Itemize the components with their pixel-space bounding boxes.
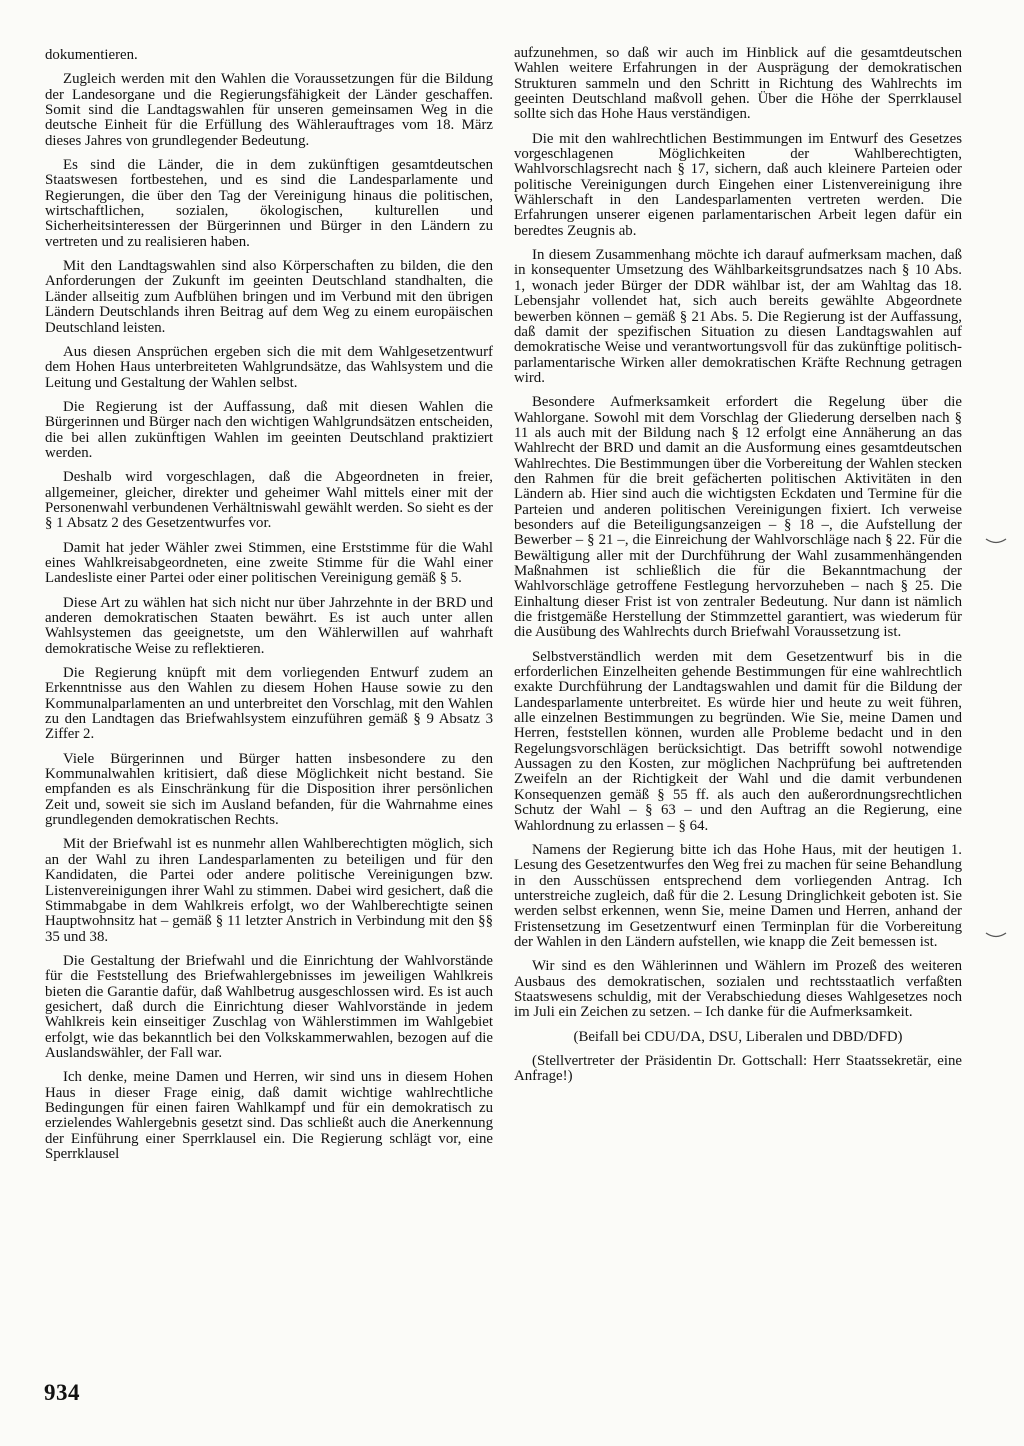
paragraph: Mit der Briefwahl ist es nunmehr allen Wahlberechtigten möglich, sich an der Wahl zu ihren Landesparlamenten zu beteiligen und für den Kandidaten, die Partei oder andere politische Vereinigungen bzw. Listenvereinigungen ihrer Wahl zu stimmen. Dabei wird gesichert, daß die Stimmabgabe in dem Wahlkreis erfolgt, wo der Wahlberechtigte seinen Hauptwohnsitz hat – gemäß § 11 letzter Anstrich in Verbindung mit den §§ 35 und 38.: [45, 836, 493, 945]
paragraph: In diesem Zusammenhang möchte ich darauf aufmerksam machen, daß in konsequenter Umsetzung des Wählbarkeitsgrundsatzes nach § 10 Abs. 1, wonach jeder Bürger der DDR wählbar ist, der am Wahltag das 18. Lebensjahr vollendet hat, sich auch bereits gewählte Abgeordnete bewerben können – gemäß § 21 Abs. 5. Die Regierung ist der Auffassung, daß damit der spezifischen Situation zu diesen Landtagswahlen auf demokratische Weise und verantwortungsvoll für das zukünftige politisch-parlamentarische Wirken aller demokratischen Kräfte Rechnung getragen wird.: [514, 247, 962, 386]
paragraph: Ich denke, meine Damen und Herren, wir sind uns in diesem Hohen Haus in dieser Frage einig, daß damit wichtige wahlrechtliche Bedingungen für einen fairen Wahlkampf und für ein demokratisch zu erzielendes Wahlergebnis gesetzt sind. Das schließt auch die Anerkennung der Einführung einer Sperrklausel ein. Die Regierung schlägt vor, eine Sperrklausel: [45, 1069, 493, 1162]
left-column: [45, 48, 493, 1171]
paragraph: Es sind die Länder, die in dem zukünftigen gesamtdeutschen Staatswesen fortbestehen, und es sind die Landesparlamente und Regierungen, die über den Tag der Vereinigung hinaus die politischen, wirtschaftlichen, sozialen, ökologischen, kulturellen und Sicherheitsinteressen der Bürgerinnen und Bürger in den Ländern zu vertreten und zu realisieren haben.: [45, 157, 493, 250]
paragraph: Damit hat jeder Wähler zwei Stimmen, eine Erststimme für die Wahl eines Wahlkreisabgeordneten, eine zweite Stimme für die Wahl einer Landesliste einer Partei oder einer politischen Vereinigung gemäß § 5.: [45, 539, 493, 587]
paragraph: Die mit den wahlrechtlichen Bestimmungen im Entwurf des Gesetzes vorgeschlagenen Möglichkeiten der Wahlberechtigten, Wahlvorschlagsrecht nach § 17, sichern, daß auch kleinere Parteien oder politische Vereinigungen durch Eingehen einer Listenvereinigung ihre Wählerschaft in den Landesparlamenten vertreten werden. Die Erfahrungen unserer eigenen parlamentarischen Arbeit legen dafür ein beredtes Zeugnis ab.: [514, 130, 962, 239]
paragraph: Diese Art zu wählen hat sich nicht nur über Jahrzehnte in der BRD und anderen demokratischen Staaten bewährt. Es ist auch unter allen Wahlsystemen das geeignetste, um den Wählerwillen auf wahrhaft demokratische Weise zu reflektieren.: [45, 594, 493, 657]
paragraph: aufzunehmen, so daß wir auch im Hinblick auf die gesamtdeutschen Wahlen weitere Erfahrungen in der Ausprägung der demokratischen Strukturen sammeln und den Schritt in Richtung des Wahlrechts im geeinten Deutschland maßvoll gehen. Über die Höhe der Sperrklausel sollte sich das Hohe Haus verständigen.: [514, 45, 962, 123]
page-number: 934: [44, 1380, 80, 1405]
paragraph: Zugleich werden mit den Wahlen die Voraussetzungen für die Bildung der Landesorgane und die Regierungsfähigkeit der Länder geschaffen. Somit sind die Landtagswahlen für unseren gemeinsamen Weg in die deutsche Einheit für die Erfüllung des Wählerauftrages vom 18. März dieses Jahres von grundlegender Bedeutung.: [45, 71, 493, 149]
interjection-note: (Stellvertreter der Präsidentin Dr. Gottschall: Herr Staatssekretär, eine Anfrage!): [514, 1052, 962, 1085]
paragraph: Die Regierung knüpft mit dem vorliegenden Entwurf zudem an Erkenntnisse aus den Wahlen zu diesem Hohen Hause sowie zu den Kommunalparlamenten an und unterbreitet den Vorschlag, mit den Wahlen zu den Landtagen das Briefwahlsystem einzuführen gemäß § 9 Absatz 3 Ziffer 2.: [45, 665, 493, 743]
paragraph: Viele Bürgerinnen und Bürger hatten insbesondere zu den Kommunalwahlen kritisiert, daß diese Möglichkeit nicht bestand. Sie empfanden es als Einschränkung für die Disposition ihrer persönlichen Zeit und, soweit sie sich im Ausland befanden, für die Wahrnahme eines grundlegenden demokratischen Rechts.: [45, 750, 493, 829]
paragraph: Die Gestaltung der Briefwahl und die Einrichtung der Wahlvorstände für die Feststellung des Briefwahlergebnisses im jeweiligen Wahlkreis bieten die Garantie dafür, daß Wahlbetrug ausgeschlossen wird. Es ist auch gesichert, daß durch die Einrichtung dieser Wahlvorstände in jedem Wahlkreis kein einseitiger Zuschlag von Wählerstimmen im Wahlgebiet erfolgt, wie das bekanntlich bei den Volkskammerwahlen, bezogen auf die Auslandswähler, der Fall war.: [45, 952, 493, 1061]
paragraph: Aus diesen Ansprüchen ergeben sich die mit dem Wahlgesetzentwurf dem Hohen Haus unterbreiteten Wahlgrundsätze, das Wahlsystem und die Leitung und Gestaltung der Wahlen selbst.: [45, 343, 493, 391]
paragraph: Deshalb wird vorgeschlagen, daß die Abgeordneten in freier, allgemeiner, gleicher, direkter und geheimer Wahl mittels einer mit der Personenwahl verbundenen Verhältniswahl gewählt werden. So sieht es der § 1 Absatz 2 des Gesetzentwurfes vor.: [45, 469, 493, 532]
paragraph: Mit den Landtagswahlen sind also Körperschaften zu bilden, die den Anforderungen der Zukunft im geeinten Deutschland standhalten, die Länder allseitig zum Aufblühen bringen und im Verbund mit den übrigen Ländern Deutschlands ihren Beitrag auf dem Weg zu einem europäischen Deutschland leisten.: [45, 258, 493, 336]
margin-mark: [985, 537, 1007, 545]
paragraph: Die Regierung ist der Auffassung, daß mit diesen Wahlen die Bürgerinnen und Bürger nach den wichtigen Wahlgrundsätzen entscheiden, die bei allen zukünftigen Wahlen im geeinten Deutschland praktiziert werden.: [45, 398, 493, 461]
paragraph: Wir sind es den Wählerinnen und Wählern im Prozeß des weiteren Ausbaus des demokratischen, sozialen und rechtsstaatlich verfaßten Staatswesens schuldig, mit der Verabschiedung dieses Wahlgesetzes noch im Juli ein Zeichen zu setzen. – Ich danke für die Aufmerksamkeit.: [514, 958, 962, 1021]
paragraph: Besondere Aufmerksamkeit erfordert die Regelung über die Wahlorgane. Sowohl mit dem Vorschlag der Gliederung derselben nach § 11 als auch mit der Bildung nach § 12 erfolgt eine Annäherung an das Wahlrecht der BRD und damit an die Ausformung eines gesamtdeutschen Wahlrechtes. Die Bestimmungen über die Vorbereitung der Wahlen stecken den Rahmen für die breit gefächerten politischen Aktivitäten in den Ländern ab. Hier sind auch die wichtigsten Eckdaten und Termine für die Parteien und anderen politischen Vereinigungen fixiert. Ich verweise besonders auf die Beteiligungsanzeigen – § 18 –, die Aufstellung der Bewerber – § 21 –, die Einreichung der Wahlvorschläge nach § 22. Für die Bewältigung aller mit der Durchführung der Wahl zusammenhängenden Maßnahmen ist schließlich die für die Bekanntmachung der Wahlvorschläge getroffene Festlegung hervorzuheben – nach § 25. Die Einhaltung dieser Frist ist von zentraler Bedeutung. Nur dann ist nämlich die fristgemäße Herstellung der Stimmzettel garantiert, was wiederum für die Ausübung des Wahlrechts durch Briefwahl Voraussetzung ist.: [514, 394, 962, 641]
paragraph: Namens der Regierung bitte ich das Hohe Haus, mit der heutigen 1. Lesung des Gesetzentwurfes den Weg frei zu machen für seine Behandlung in den Ausschüssen entsprechend dem vorliegenden Antrag. Ich unterstreiche zugleich, daß für die 2. Lesung Dringlichkeit geboten ist. Sie werden selbst erkennen, wenn Sie, meine Damen und Herren, anhand der Fristensetzung im Gesetzentwurf einen Terminplan für die Vorbereitung der Wahlen in den Ländern aufstellen, wie knapp die Zeit bemessen ist.: [514, 841, 962, 950]
paragraph: Selbstverständlich werden mit dem Gesetzentwurf bis in die erforderlichen Einzelheiten gehende Bestimmungen für eine wahlrechtlich exakte Durchführung der Landtagswahlen und damit für die Bildung der Landesparlamente unterbreitet. Es würde hier und heute zu weit führen, alle einzelnen Bestimmungen zu begründen. Wie Sie, meine Damen und Herren, feststellen können, wurden alle Probleme bedacht und in den Regelungsvorschlägen berücksichtigt. Das betrifft sowohl notwendige Aussagen zu den Kosten, zur möglichen Nachprüfung bei auftretenden Zweifeln an der Richtigkeit der Wahl und die damit verbundenen Konsequenzen gemäß § 55 ff. als auch den außerordnungsrechtlichen Schutz der Wahl – § 63 – und den Auftrag an die Regierung, eine Wahlordnung zu erlassen – § 64.: [514, 648, 962, 834]
paragraph: dokumentieren.: [45, 47, 138, 63]
margin-mark: [985, 931, 1007, 939]
right-column: [514, 46, 962, 1094]
applause-note: (Beifall bei CDU/DA, DSU, Liberalen und DBD/DFD): [573, 1028, 903, 1045]
